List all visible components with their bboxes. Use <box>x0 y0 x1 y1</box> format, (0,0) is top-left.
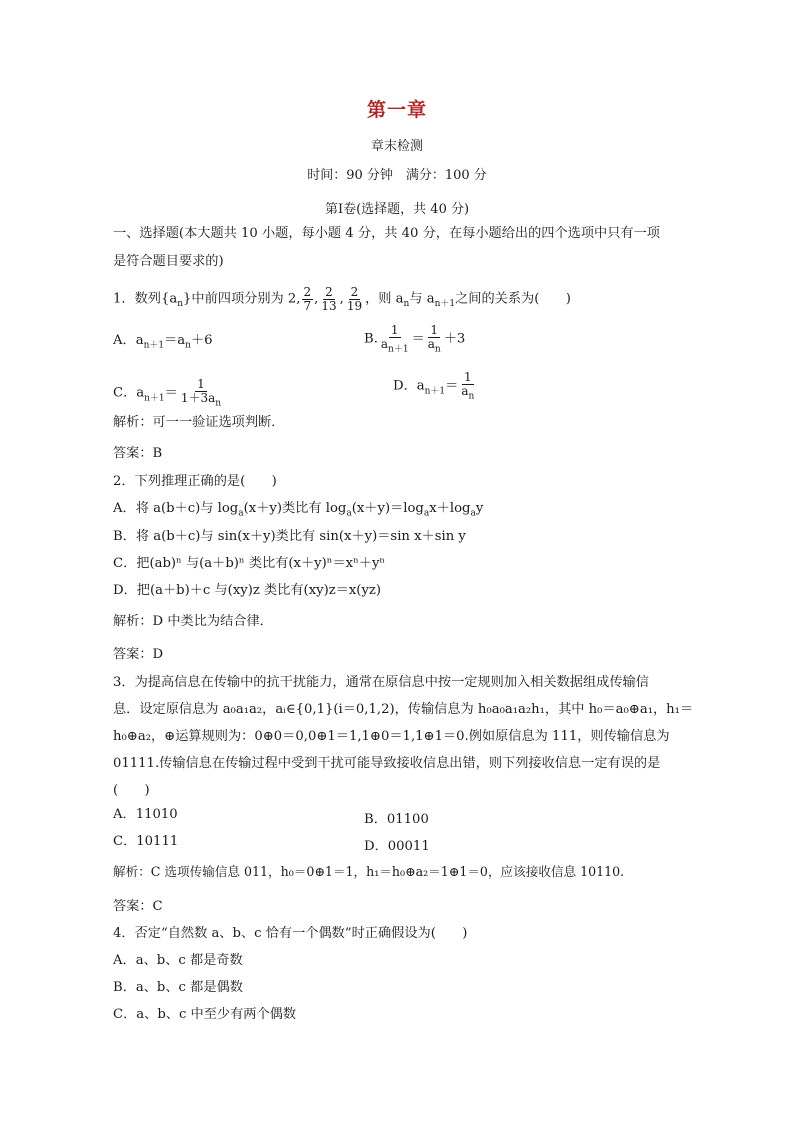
question-3-option-b: B．01100 <box>364 812 429 827</box>
question-4-option-c: C．a、b、c 中至少有两个偶数 <box>113 1007 297 1022</box>
question-3-line-1: 3．为提高信息在传输中的抗干扰能力，通常在原信息中按一定规则加入相关数据组成传输信 <box>113 675 649 690</box>
question-3-line-4: 01111.传输信息在传输过程中受到干扰可能导致接收信息出错，则下列接收信息一定有误的是 <box>113 756 661 771</box>
question-4-option-b: B．a、b、c 都是偶数 <box>113 980 243 995</box>
page-subtitle: 章末检测 <box>370 139 423 154</box>
question-1-option-b: B. $\frac{1}{a_{n+1}}$ ＝ $\frac{1}{a_n}$ ＋3 <box>364 323 466 354</box>
question-2-analysis: 解析：D 中类比为结合律． <box>113 614 273 629</box>
question-3-line-5: ( ) <box>113 783 150 798</box>
question-3-analysis: 解析：C 选项传输信息 011，h₀＝0⊕1＝1，h₁＝h₀⊕a₂＝1⊕1＝0，应该接收信息 10110. <box>113 864 625 879</box>
question-3-line-2: 息．设定原信息为 a₀a₁a₂，aᵢ∈{0,1}(i＝0,1,2)，传输信息为 h₀a₀a₁a₂h₁，其中 h₀＝a₀⊕a₁，h₁＝ <box>113 702 694 717</box>
question-1-option-a: A．$a_{n+1}=a_n+6$ <box>113 333 213 351</box>
chapter-title: 第一章 <box>366 99 427 121</box>
question-2-option-c: C．把(ab)ⁿ 与(a＋b)ⁿ 类比有(x＋y)ⁿ＝xⁿ＋yⁿ <box>113 556 386 571</box>
time-info: 时间：90 分钟 满分：100 分 <box>307 168 487 183</box>
question-3-option-a: A．11010 <box>113 807 178 822</box>
section-intro-line-1: 一、选择题(本大题共 10 小题，每小题 4 分，共 40 分，在每小题给出的四个选项中只有一项 <box>113 226 660 241</box>
question-3-answer: 答案：C <box>113 899 163 914</box>
question-1-answer: 答案：B <box>113 446 163 461</box>
question-1-stem: 1．数列$\{a_n\}$中前四项分别为 2, $\frac{2}{7}$ , $\frac{2}{13}$ , $\frac{2}{19}$ ，则 $a_n$与 $a_{n+1}$之间的关系为( ) <box>113 285 571 313</box>
question-2-option-b: B．将 a(b＋c)与 sin(x＋y)类比有 sin(x＋y)＝sin x＋sin y <box>113 529 466 544</box>
question-2-option-d: D．把(a＋b)＋c 与(xy)z 类比有(xy)z＝x(yz) <box>113 583 381 598</box>
question-1-analysis: 解析：可一一验证选项判断． <box>113 415 285 430</box>
question-2-stem: 2．下列推理正确的是( ) <box>113 474 277 489</box>
question-2-option-a: A．将 a(b＋c)与 $\log_a(x+y)$类比有 $\log_a(x+y)=\log_ax+\log_ay$ <box>113 501 484 519</box>
question-1-option-d: D．$a_{n+1}=$ $\frac{1}{a_n}$ <box>393 370 475 401</box>
question-4-option-a: A．a、b、c 都是奇数 <box>113 953 243 968</box>
question-3-line-3: h₀⊕a₂，⊕运算规则为：0⊕0＝0,0⊕1＝1,1⊕0＝1,1⊕1＝0.例如原信息为 111，则传输信息为 <box>113 729 670 744</box>
question-1-option-c: C．$a_{n+1}=$ $\frac{1}{1+3a_n}$ <box>113 377 222 408</box>
part-heading: 第Ⅰ卷(选择题，共 40 分) <box>324 202 470 217</box>
question-3-option-d: D．00011 <box>364 839 430 854</box>
section-intro-line-2: 是符合题目要求的) <box>113 254 224 269</box>
question-4-stem: 4．否定“自然数 a、b、c 恰有一个偶数”时正确假设为( ) <box>113 926 468 941</box>
question-3-option-c: C．10111 <box>113 834 179 849</box>
question-2-answer: 答案：D <box>113 647 164 662</box>
